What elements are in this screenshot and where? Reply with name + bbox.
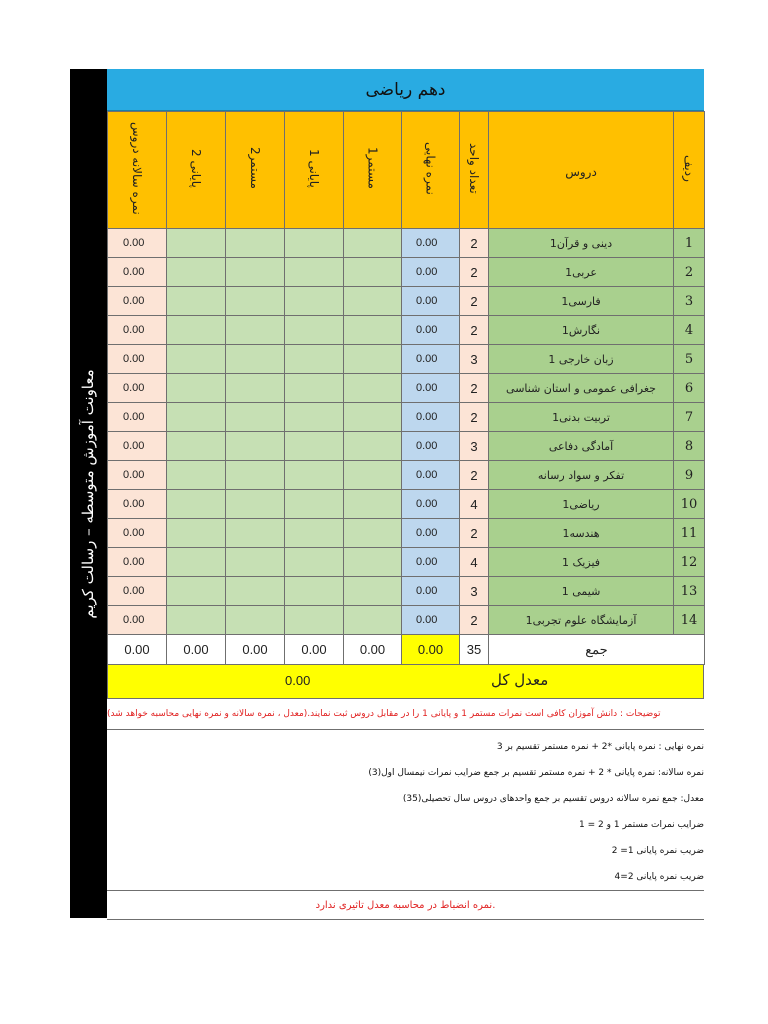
cell-mid1[interactable]: [344, 548, 402, 577]
cell-final2[interactable]: [167, 258, 226, 287]
total-units: 35: [460, 635, 489, 665]
description-note: توضیحات : دانش آموزان کافی است نمرات مستمر 1 و پایانی 1 را در مقابل دروس ثبت نمایند.(معدل ، نمره سالانه و نمره نهایی محاسبه خواهد شد): [107, 699, 704, 730]
cell-year-sum: 0.00: [108, 606, 167, 635]
cell-year-sum: 0.00: [108, 548, 167, 577]
average-value: 0.00: [285, 673, 311, 688]
cell-final2[interactable]: [167, 316, 226, 345]
header-mid2: مستمر2: [226, 112, 285, 229]
cell-mid2[interactable]: [226, 519, 285, 548]
table-row: [108, 490, 705, 519]
cell-final-grade: 0.00: [402, 606, 460, 635]
cell-mid1[interactable]: [344, 432, 402, 461]
cell-final-grade: 0.00: [402, 577, 460, 606]
cell-units: 2: [460, 519, 489, 548]
cell-final1[interactable]: [285, 316, 344, 345]
formula-line: نمره سالانه: نمره پایانی * 2 + نمره مستمر تقسیم بر جمع ضرایب نمرات نیمسال اول(3): [368, 768, 704, 778]
cell-units: 2: [460, 374, 489, 403]
average-label: معدل کل: [491, 671, 549, 689]
cell-final-grade: 0.00: [402, 345, 460, 374]
cell-year-sum: 0.00: [108, 519, 167, 548]
formula-line: نمره نهایی : نمره پایانی *2 + نمره مستمر تقسیم بر 3: [496, 742, 704, 752]
cell-mid2[interactable]: [226, 403, 285, 432]
cell-final1[interactable]: [285, 403, 344, 432]
total-final1: 0.00: [285, 635, 344, 665]
cell-mid2[interactable]: [226, 432, 285, 461]
cell-course-name: آمادگی دفاعی: [489, 432, 674, 461]
discipline-note: .نمره انضباط در محاسبه معدل تاثیری ندارد: [107, 890, 704, 920]
totals-row: [108, 635, 705, 665]
header-course: دروس: [489, 112, 674, 229]
cell-final2[interactable]: [167, 374, 226, 403]
cell-final2[interactable]: [167, 403, 226, 432]
cell-final-grade: 0.00: [402, 519, 460, 548]
cell-index: 7: [674, 403, 705, 432]
formula-line: معدل: جمع نمره سالانه دروس تقسیم بر جمع واحدهای دروس سال تحصیلی(35): [402, 794, 704, 804]
cell-mid1[interactable]: [344, 606, 402, 635]
cell-mid2[interactable]: [226, 258, 285, 287]
cell-final2[interactable]: [167, 548, 226, 577]
cell-mid2[interactable]: [226, 490, 285, 519]
cell-units: 2: [460, 287, 489, 316]
cell-mid1[interactable]: [344, 229, 402, 258]
cell-units: 4: [460, 490, 489, 519]
cell-course-name: دینی و قرآن1: [489, 229, 674, 258]
header-year-sum: نمره سالانه دروس: [108, 112, 167, 229]
grade-sheet: [107, 69, 704, 920]
cell-index: 11: [674, 519, 705, 548]
header-row: [108, 112, 705, 229]
cell-year-sum: 0.00: [108, 577, 167, 606]
table-row: [108, 316, 705, 345]
cell-final1[interactable]: [285, 374, 344, 403]
cell-final2[interactable]: [167, 577, 226, 606]
cell-year-sum: 0.00: [108, 316, 167, 345]
cell-course-name: تفکر و سواد رسانه: [489, 461, 674, 490]
cell-mid1[interactable]: [344, 287, 402, 316]
cell-year-sum: 0.00: [108, 490, 167, 519]
cell-final2[interactable]: [167, 345, 226, 374]
cell-mid2[interactable]: [226, 577, 285, 606]
cell-final1[interactable]: [285, 287, 344, 316]
cell-index: 2: [674, 258, 705, 287]
cell-year-sum: 0.00: [108, 461, 167, 490]
cell-final1[interactable]: [285, 461, 344, 490]
total-final2: 0.00: [167, 635, 226, 665]
cell-final-grade: 0.00: [402, 432, 460, 461]
cell-mid1[interactable]: [344, 258, 402, 287]
cell-units: 3: [460, 345, 489, 374]
formula-line: ضرایب نمرات مستمر 1 و 2 = 1: [579, 820, 704, 830]
cell-index: 14: [674, 606, 705, 635]
table-row: [108, 432, 705, 461]
cell-course-name: عربی1: [489, 258, 674, 287]
table-row: [108, 374, 705, 403]
cell-final2[interactable]: [167, 606, 226, 635]
cell-mid2[interactable]: [226, 287, 285, 316]
cell-year-sum: 0.00: [108, 403, 167, 432]
cell-final2[interactable]: [167, 461, 226, 490]
cell-final-grade: 0.00: [402, 287, 460, 316]
sidebar-title: معاونت آموزش متوسطه – رسالت کریم: [79, 369, 97, 619]
cell-year-sum: 0.00: [108, 287, 167, 316]
cell-index: 8: [674, 432, 705, 461]
cell-index: 3: [674, 287, 705, 316]
cell-mid1[interactable]: [344, 403, 402, 432]
table-row: [108, 287, 705, 316]
table-row: [108, 229, 705, 258]
cell-mid1[interactable]: [344, 519, 402, 548]
cell-final1[interactable]: [285, 577, 344, 606]
cell-year-sum: 0.00: [108, 432, 167, 461]
cell-mid2[interactable]: [226, 548, 285, 577]
total-mid1: 0.00: [344, 635, 402, 665]
cell-final2[interactable]: [167, 519, 226, 548]
cell-mid2[interactable]: [226, 229, 285, 258]
cell-course-name: زبان خارجی 1: [489, 345, 674, 374]
cell-final-grade: 0.00: [402, 461, 460, 490]
cell-units: 2: [460, 258, 489, 287]
cell-course-name: هندسه1: [489, 519, 674, 548]
table-row: [108, 403, 705, 432]
cell-final-grade: 0.00: [402, 490, 460, 519]
cell-final1[interactable]: [285, 548, 344, 577]
header-units: تعداد واحد: [460, 112, 489, 229]
cell-year-sum: 0.00: [108, 345, 167, 374]
header-final2: پایانی 2: [167, 112, 226, 229]
cell-index: 1: [674, 229, 705, 258]
cell-final1[interactable]: [285, 258, 344, 287]
cell-final-grade: 0.00: [402, 548, 460, 577]
cell-year-sum: 0.00: [108, 229, 167, 258]
header-final1: پایانی 1: [285, 112, 344, 229]
cell-mid1[interactable]: [344, 490, 402, 519]
cell-units: 2: [460, 229, 489, 258]
header-mid1: مستمر1: [344, 112, 402, 229]
cell-final-grade: 0.00: [402, 316, 460, 345]
cell-mid2[interactable]: [226, 374, 285, 403]
cell-units: 3: [460, 577, 489, 606]
cell-mid1[interactable]: [344, 577, 402, 606]
cell-units: 2: [460, 606, 489, 635]
cell-course-name: جغرافی عمومی و استان شناسی: [489, 374, 674, 403]
cell-final-grade: 0.00: [402, 258, 460, 287]
cell-index: 9: [674, 461, 705, 490]
header-index: ردیف: [674, 112, 705, 229]
cell-mid1[interactable]: [344, 374, 402, 403]
cell-final1[interactable]: [285, 345, 344, 374]
cell-mid1[interactable]: [344, 316, 402, 345]
header-final-grade: نمره نهایی: [402, 112, 460, 229]
table-row: [108, 606, 705, 635]
cell-final1[interactable]: [285, 432, 344, 461]
cell-mid2[interactable]: [226, 316, 285, 345]
cell-final1[interactable]: [285, 490, 344, 519]
table-row: [108, 345, 705, 374]
cell-index: 6: [674, 374, 705, 403]
cell-course-name: ریاضی1: [489, 490, 674, 519]
table-row: [108, 519, 705, 548]
formula-line: ضریب نمره پایانی 1= 2: [611, 846, 704, 856]
cell-mid2[interactable]: [226, 461, 285, 490]
cell-mid2[interactable]: [226, 606, 285, 635]
cell-final2[interactable]: [167, 287, 226, 316]
table-row: [108, 577, 705, 606]
page-title: دهم ریاضی: [107, 69, 704, 111]
cell-course-name: نگارش1: [489, 316, 674, 345]
average-bar: [107, 665, 704, 699]
cell-course-name: شیمی 1: [489, 577, 674, 606]
cell-final-grade: 0.00: [402, 403, 460, 432]
total-mid2: 0.00: [226, 635, 285, 665]
cell-course-name: فارسی1: [489, 287, 674, 316]
cell-course-name: آزمایشگاه علوم تجربی1: [489, 606, 674, 635]
table-row: [108, 258, 705, 287]
table-row: [108, 548, 705, 577]
formula-line: ضریب نمره پایانی 2=4: [614, 872, 704, 882]
cell-units: 2: [460, 461, 489, 490]
cell-final2[interactable]: [167, 490, 226, 519]
cell-index: 4: [674, 316, 705, 345]
cell-year-sum: 0.00: [108, 258, 167, 287]
cell-units: 3: [460, 432, 489, 461]
cell-units: 2: [460, 316, 489, 345]
cell-mid1[interactable]: [344, 345, 402, 374]
cell-course-name: تربیت بدنی1: [489, 403, 674, 432]
cell-final1[interactable]: [285, 519, 344, 548]
cell-index: 12: [674, 548, 705, 577]
cell-year-sum: 0.00: [108, 374, 167, 403]
total-label: جمع: [489, 635, 705, 665]
formula-list: [107, 730, 704, 890]
total-final-grade: 0.00: [402, 635, 460, 665]
cell-index: 5: [674, 345, 705, 374]
grades-table: [107, 111, 705, 665]
cell-final-grade: 0.00: [402, 229, 460, 258]
total-year-sum: 0.00: [108, 635, 167, 665]
table-row: [108, 461, 705, 490]
cell-units: 4: [460, 548, 489, 577]
cell-index: 10: [674, 490, 705, 519]
cell-units: 2: [460, 403, 489, 432]
cell-mid2[interactable]: [226, 345, 285, 374]
cell-mid1[interactable]: [344, 461, 402, 490]
cell-index: 13: [674, 577, 705, 606]
cell-final-grade: 0.00: [402, 374, 460, 403]
cell-final2[interactable]: [167, 432, 226, 461]
cell-course-name: فیزیک 1: [489, 548, 674, 577]
cell-final2[interactable]: [167, 229, 226, 258]
cell-final1[interactable]: [285, 606, 344, 635]
cell-final1[interactable]: [285, 229, 344, 258]
